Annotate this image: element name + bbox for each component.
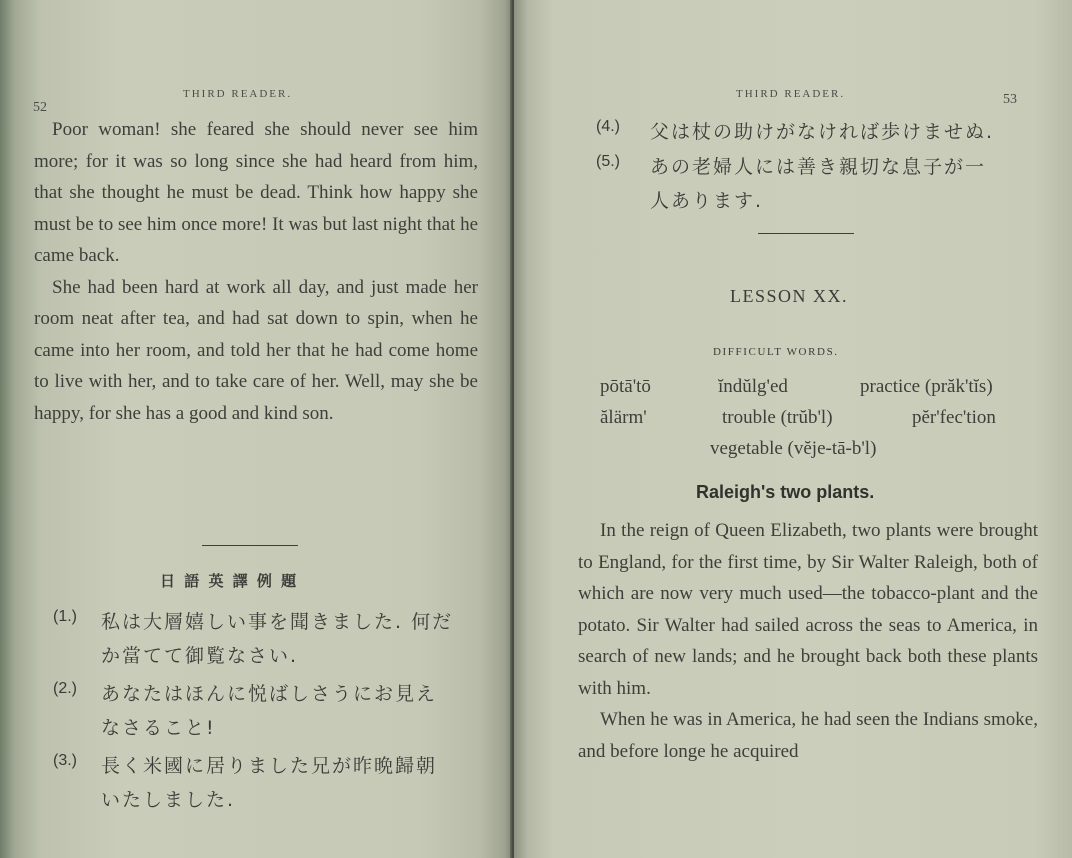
exercise-line: 人あります. (650, 190, 764, 212)
lesson-title: LESSON XX. (730, 286, 849, 306)
exercise-line: なさること! (101, 717, 216, 739)
story-text (578, 515, 1038, 767)
paragraph: Poor woman! she feared she should never see him more; for it was so long since she had heard from him, that she thought he must be dead. Think how happy she must be to see him once more! It was but last night that he came back. (34, 119, 478, 266)
exercise-number: (1.) (53, 608, 77, 625)
exercise-line: いたしました. (101, 789, 236, 811)
running-header: THIRD READER. (736, 88, 846, 100)
right-page (514, 0, 1072, 858)
vocab-word: pōtā'tō (600, 376, 651, 397)
running-header: THIRD READER. (183, 88, 293, 100)
exercise-number: (2.) (53, 680, 77, 697)
exercise-line: あなたはほんに悦ばしさうにお見え (101, 683, 438, 705)
paragraph: She had been hard at work all day, and just made her room neat after tea, and had sat down to spin, when he came into her room, and told her that he had come home to live with her, and to take care of her. Well, may she be happy, for she has a good and kind son. (34, 276, 478, 424)
page-number: 53 (1003, 92, 1017, 107)
story-title: Raleigh's two plants. (696, 482, 875, 502)
section-divider (202, 545, 298, 546)
vocab-word: ălärm' (600, 407, 647, 428)
section-divider (758, 233, 854, 234)
exercise-line: 父は杖の助けがなければ歩けませぬ. (650, 121, 995, 143)
exercise-line: か當てて御覧なさい. (101, 645, 299, 667)
exercise-number: (4.) (596, 118, 620, 135)
vocab-word: trouble (trŭb'l) (722, 407, 833, 428)
exercise-number: (3.) (53, 752, 77, 769)
paragraph: In the reign of Queen Elizabeth, two plants were brought to England, for the first time, by Sir Walter Raleigh, both of which are now very much used—the tobacco-plant and the potato. Sir Walter had sailed across the seas to America, in search of new lands; and he brought back both these plants with him. (578, 520, 1038, 699)
vocab-word: practice (prăk'tĭs) (860, 376, 993, 397)
vocab-word: pĕr'fec'tion (912, 407, 996, 428)
exercise-title: 日 語 英 譯 例 題 (160, 572, 299, 590)
vocab-word: ĭndŭlg'ed (718, 376, 788, 397)
vocab-word: vegetable (vĕje-tā-b'l) (710, 438, 877, 459)
left-page (0, 0, 512, 858)
exercise-line: 私は大層嬉しい事を聞きました. 何だ (101, 611, 454, 633)
exercise-line: 長く米國に居りました兄が昨晩歸朝 (101, 755, 438, 777)
exercise-line: あの老婦人には善き親切な息子が一 (650, 156, 987, 178)
exercise-number: (5.) (596, 153, 620, 170)
difficult-words-heading: DIFFICULT WORDS. (713, 346, 839, 358)
story-text (34, 114, 478, 429)
paragraph: When he was in America, he had seen the Indians smoke, and before longe he acquired (578, 709, 1038, 762)
page-number: 52 (33, 100, 47, 115)
